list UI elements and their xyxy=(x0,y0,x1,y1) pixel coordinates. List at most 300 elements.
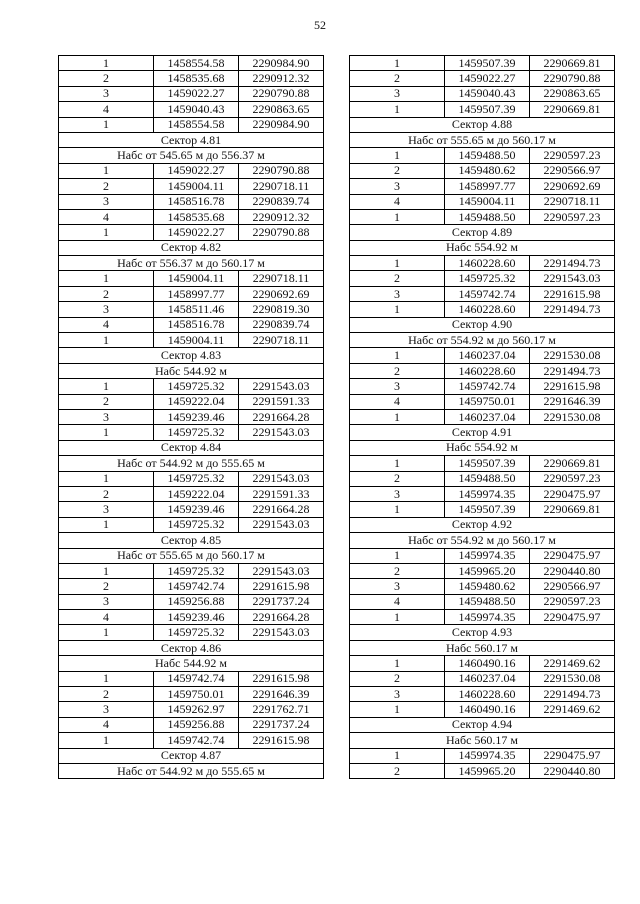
point-number-cell: 3 xyxy=(59,302,154,317)
x-coordinate-cell: 1459480.62 xyxy=(445,163,530,178)
x-coordinate-cell: 1459725.32 xyxy=(154,425,239,440)
sector-header-row xyxy=(59,548,324,563)
table-row xyxy=(59,579,324,594)
table-row xyxy=(59,425,324,440)
x-coordinate-cell: 1459239.46 xyxy=(154,502,239,517)
y-coordinate-cell: 2291615.98 xyxy=(239,733,324,748)
table-row xyxy=(350,194,615,209)
point-number-cell: 1 xyxy=(59,225,154,240)
sector-header-row xyxy=(59,348,324,363)
table-row xyxy=(350,563,615,578)
point-number-cell: 3 xyxy=(350,286,445,301)
y-coordinate-cell: 2291664.28 xyxy=(239,610,324,625)
point-number-cell: 2 xyxy=(59,687,154,702)
y-coordinate-cell: 2291615.98 xyxy=(239,671,324,686)
y-coordinate-cell: 2291646.39 xyxy=(530,394,615,409)
table-row xyxy=(350,379,615,394)
table-row xyxy=(59,56,324,71)
point-number-cell: 1 xyxy=(59,517,154,532)
y-coordinate-cell: 2290718.11 xyxy=(239,333,324,348)
table-row xyxy=(59,471,324,486)
point-number-cell: 4 xyxy=(350,194,445,209)
x-coordinate-cell: 1459725.32 xyxy=(154,517,239,532)
point-number-cell: 3 xyxy=(350,486,445,501)
x-coordinate-cell: 1458554.58 xyxy=(154,117,239,132)
x-coordinate-cell: 1459488.50 xyxy=(445,148,530,163)
table-row xyxy=(350,486,615,501)
point-number-cell: 2 xyxy=(59,486,154,501)
point-number-cell: 1 xyxy=(59,563,154,578)
sector-header-text: Сектор 4.83 xyxy=(59,348,324,363)
y-coordinate-cell: 2290475.97 xyxy=(530,748,615,763)
sector-header-row xyxy=(59,763,324,778)
table-row xyxy=(350,209,615,224)
table-row xyxy=(350,148,615,163)
y-coordinate-cell: 2291543.03 xyxy=(239,563,324,578)
point-number-cell: 3 xyxy=(59,702,154,717)
sector-header-text: Набс от 554.92 м до 560.17 м xyxy=(350,333,615,348)
table-row xyxy=(59,317,324,332)
sector-header-row xyxy=(59,148,324,163)
y-coordinate-cell: 2290718.11 xyxy=(239,271,324,286)
table-row xyxy=(59,209,324,224)
x-coordinate-cell: 1459022.27 xyxy=(154,163,239,178)
table-row xyxy=(350,702,615,717)
table-row xyxy=(350,86,615,101)
y-coordinate-cell: 2290475.97 xyxy=(530,610,615,625)
table-row xyxy=(59,502,324,517)
table-row xyxy=(59,102,324,117)
y-coordinate-cell: 2290692.69 xyxy=(530,179,615,194)
point-number-cell: 2 xyxy=(59,286,154,301)
sector-header-text: Сектор 4.81 xyxy=(59,132,324,147)
point-number-cell: 1 xyxy=(350,610,445,625)
sector-header-text: Набс от 554.92 м до 560.17 м xyxy=(350,533,615,548)
y-coordinate-cell: 2291615.98 xyxy=(530,286,615,301)
x-coordinate-cell: 1458535.68 xyxy=(154,209,239,224)
x-coordinate-cell: 1459750.01 xyxy=(154,687,239,702)
x-coordinate-cell: 1459488.50 xyxy=(445,209,530,224)
point-number-cell: 3 xyxy=(59,594,154,609)
y-coordinate-cell: 2290912.32 xyxy=(239,71,324,86)
x-coordinate-cell: 1459974.35 xyxy=(445,548,530,563)
x-coordinate-cell: 1458516.78 xyxy=(154,317,239,332)
x-coordinate-cell: 1460237.04 xyxy=(445,348,530,363)
sector-header-text: Сектор 4.89 xyxy=(350,225,615,240)
y-coordinate-cell: 2291543.03 xyxy=(530,271,615,286)
x-coordinate-cell: 1459262.97 xyxy=(154,702,239,717)
x-coordinate-cell: 1459040.43 xyxy=(445,86,530,101)
table-row xyxy=(350,579,615,594)
y-coordinate-cell: 2291530.08 xyxy=(530,409,615,424)
table-row xyxy=(59,302,324,317)
y-coordinate-cell: 2290984.90 xyxy=(239,117,324,132)
x-coordinate-cell: 1459256.88 xyxy=(154,717,239,732)
x-coordinate-cell: 1458997.77 xyxy=(154,286,239,301)
x-coordinate-cell: 1459507.39 xyxy=(445,56,530,71)
x-coordinate-cell: 1458511.46 xyxy=(154,302,239,317)
point-number-cell: 1 xyxy=(350,548,445,563)
table-row xyxy=(59,117,324,132)
point-number-cell: 1 xyxy=(350,102,445,117)
table-row xyxy=(59,225,324,240)
y-coordinate-cell: 2291530.08 xyxy=(530,671,615,686)
y-coordinate-cell: 2290669.81 xyxy=(530,56,615,71)
point-number-cell: 1 xyxy=(59,733,154,748)
x-coordinate-cell: 1459507.39 xyxy=(445,502,530,517)
table-row xyxy=(350,302,615,317)
y-coordinate-cell: 2290718.11 xyxy=(530,194,615,209)
x-coordinate-cell: 1460490.16 xyxy=(445,702,530,717)
sector-header-text: Сектор 4.84 xyxy=(59,440,324,455)
y-coordinate-cell: 2291494.73 xyxy=(530,363,615,378)
point-number-cell: 1 xyxy=(59,333,154,348)
table-row xyxy=(350,179,615,194)
point-number-cell: 4 xyxy=(59,717,154,732)
x-coordinate-cell: 1460228.60 xyxy=(445,256,530,271)
sector-header-text: Сектор 4.93 xyxy=(350,625,615,640)
y-coordinate-cell: 2290669.81 xyxy=(530,456,615,471)
y-coordinate-cell: 2290669.81 xyxy=(530,102,615,117)
y-coordinate-cell: 2291737.24 xyxy=(239,717,324,732)
y-coordinate-cell: 2290790.88 xyxy=(239,225,324,240)
y-coordinate-cell: 2291543.03 xyxy=(239,379,324,394)
x-coordinate-cell: 1459725.32 xyxy=(154,379,239,394)
x-coordinate-cell: 1459725.32 xyxy=(154,563,239,578)
sector-header-row xyxy=(59,240,324,255)
x-coordinate-cell: 1459022.27 xyxy=(154,225,239,240)
table-row xyxy=(59,563,324,578)
table-row xyxy=(59,194,324,209)
point-number-cell: 3 xyxy=(350,179,445,194)
table-row xyxy=(350,256,615,271)
table-row xyxy=(350,763,615,778)
table-row xyxy=(59,394,324,409)
y-coordinate-cell: 2290597.23 xyxy=(530,209,615,224)
y-coordinate-cell: 2290475.97 xyxy=(530,548,615,563)
sector-header-row xyxy=(350,517,615,532)
table-row xyxy=(350,71,615,86)
x-coordinate-cell: 1460228.60 xyxy=(445,687,530,702)
point-number-cell: 2 xyxy=(350,563,445,578)
sector-header-text: Набс 560.17 м xyxy=(350,733,615,748)
x-coordinate-cell: 1459004.11 xyxy=(154,179,239,194)
x-coordinate-cell: 1458535.68 xyxy=(154,71,239,86)
sector-header-text: Сектор 4.82 xyxy=(59,240,324,255)
y-coordinate-cell: 2290597.23 xyxy=(530,471,615,486)
y-coordinate-cell: 2291543.03 xyxy=(239,471,324,486)
table-row xyxy=(59,179,324,194)
point-number-cell: 1 xyxy=(350,209,445,224)
sector-header-text: Набс от 544.92 м до 555.65 м xyxy=(59,763,324,778)
y-coordinate-cell: 2290566.97 xyxy=(530,163,615,178)
point-number-cell: 1 xyxy=(59,117,154,132)
table-row xyxy=(59,625,324,640)
table-row xyxy=(59,409,324,424)
right-table-body xyxy=(350,56,615,779)
sector-header-row xyxy=(350,533,615,548)
point-number-cell: 1 xyxy=(59,271,154,286)
sector-header-text: Набс 554.92 м xyxy=(350,440,615,455)
table-row xyxy=(59,333,324,348)
point-number-cell: 1 xyxy=(350,702,445,717)
y-coordinate-cell: 2291530.08 xyxy=(530,348,615,363)
sector-header-row xyxy=(350,733,615,748)
point-number-cell: 1 xyxy=(350,302,445,317)
y-coordinate-cell: 2291591.33 xyxy=(239,486,324,501)
table-row xyxy=(59,610,324,625)
sector-header-row xyxy=(350,625,615,640)
x-coordinate-cell: 1458997.77 xyxy=(445,179,530,194)
sector-header-row xyxy=(59,132,324,147)
y-coordinate-cell: 2291591.33 xyxy=(239,394,324,409)
y-coordinate-cell: 2291646.39 xyxy=(239,687,324,702)
x-coordinate-cell: 1459750.01 xyxy=(445,394,530,409)
point-number-cell: 1 xyxy=(59,56,154,71)
sector-header-row xyxy=(59,456,324,471)
table-row xyxy=(350,102,615,117)
sector-header-text: Сектор 4.90 xyxy=(350,317,615,332)
table-row xyxy=(350,56,615,71)
table-row xyxy=(350,594,615,609)
sector-header-text: Набс 554.92 м xyxy=(350,240,615,255)
y-coordinate-cell: 2291615.98 xyxy=(239,579,324,594)
sector-header-text: Сектор 4.87 xyxy=(59,748,324,763)
point-number-cell: 1 xyxy=(59,625,154,640)
y-coordinate-cell: 2291543.03 xyxy=(239,517,324,532)
point-number-cell: 1 xyxy=(350,348,445,363)
x-coordinate-cell: 1459004.11 xyxy=(154,271,239,286)
table-row xyxy=(59,379,324,394)
y-coordinate-cell: 2291494.73 xyxy=(530,302,615,317)
table-row xyxy=(350,456,615,471)
point-number-cell: 3 xyxy=(59,409,154,424)
y-coordinate-cell: 2291469.62 xyxy=(530,656,615,671)
y-coordinate-cell: 2290819.30 xyxy=(239,302,324,317)
sector-header-text: Сектор 4.86 xyxy=(59,640,324,655)
x-coordinate-cell: 1459974.35 xyxy=(445,486,530,501)
y-coordinate-cell: 2290839.74 xyxy=(239,194,324,209)
y-coordinate-cell: 2291664.28 xyxy=(239,502,324,517)
point-number-cell: 2 xyxy=(350,271,445,286)
point-number-cell: 1 xyxy=(59,471,154,486)
x-coordinate-cell: 1459725.32 xyxy=(154,625,239,640)
x-coordinate-cell: 1459965.20 xyxy=(445,763,530,778)
point-number-cell: 1 xyxy=(59,671,154,686)
sector-header-row xyxy=(350,440,615,455)
table-row xyxy=(59,671,324,686)
table-row xyxy=(350,471,615,486)
sector-header-row xyxy=(350,225,615,240)
y-coordinate-cell: 2290440.80 xyxy=(530,763,615,778)
sector-header-row xyxy=(350,717,615,732)
y-coordinate-cell: 2291664.28 xyxy=(239,409,324,424)
sector-header-text: Набс от 555.65 м до 560.17 м xyxy=(59,548,324,563)
point-number-cell: 4 xyxy=(59,610,154,625)
point-number-cell: 2 xyxy=(350,471,445,486)
sector-header-text: Набс от 545.65 м до 556.37 м xyxy=(59,148,324,163)
point-number-cell: 3 xyxy=(350,579,445,594)
y-coordinate-cell: 2290984.90 xyxy=(239,56,324,71)
sector-header-text: Набс 544.92 м xyxy=(59,363,324,378)
table-row xyxy=(350,748,615,763)
table-row xyxy=(350,348,615,363)
point-number-cell: 2 xyxy=(59,394,154,409)
y-coordinate-cell: 2291615.98 xyxy=(530,379,615,394)
y-coordinate-cell: 2291469.62 xyxy=(530,702,615,717)
y-coordinate-cell: 2290839.74 xyxy=(239,317,324,332)
x-coordinate-cell: 1459256.88 xyxy=(154,594,239,609)
table-row xyxy=(350,610,615,625)
y-coordinate-cell: 2290566.97 xyxy=(530,579,615,594)
table-row xyxy=(350,548,615,563)
point-number-cell: 2 xyxy=(59,71,154,86)
sector-header-row xyxy=(59,256,324,271)
y-coordinate-cell: 2290440.80 xyxy=(530,563,615,578)
y-coordinate-cell: 2290863.65 xyxy=(530,86,615,101)
y-coordinate-cell: 2290718.11 xyxy=(239,179,324,194)
y-coordinate-cell: 2291494.73 xyxy=(530,687,615,702)
sector-header-row xyxy=(350,117,615,132)
table-row xyxy=(350,671,615,686)
point-number-cell: 3 xyxy=(59,86,154,101)
table-row xyxy=(350,271,615,286)
point-number-cell: 4 xyxy=(59,102,154,117)
sector-header-row xyxy=(350,240,615,255)
sector-header-row xyxy=(59,748,324,763)
y-coordinate-cell: 2290790.88 xyxy=(239,86,324,101)
sector-header-text: Набс от 556.37 м до 560.17 м xyxy=(59,256,324,271)
x-coordinate-cell: 1459239.46 xyxy=(154,409,239,424)
x-coordinate-cell: 1459974.35 xyxy=(445,748,530,763)
point-number-cell: 1 xyxy=(59,163,154,178)
y-coordinate-cell: 2290863.65 xyxy=(239,102,324,117)
sector-header-row xyxy=(59,440,324,455)
point-number-cell: 2 xyxy=(350,71,445,86)
table-row xyxy=(59,717,324,732)
point-number-cell: 1 xyxy=(350,748,445,763)
point-number-cell: 3 xyxy=(59,194,154,209)
sector-header-row xyxy=(350,640,615,655)
sector-header-text: Набс 560.17 м xyxy=(350,640,615,655)
x-coordinate-cell: 1459488.50 xyxy=(445,471,530,486)
table-row xyxy=(350,409,615,424)
left-coordinates-table xyxy=(58,55,324,779)
table-row xyxy=(59,271,324,286)
left-table-body xyxy=(59,56,324,779)
point-number-cell: 2 xyxy=(350,763,445,778)
point-number-cell: 4 xyxy=(350,394,445,409)
y-coordinate-cell: 2291762.71 xyxy=(239,702,324,717)
x-coordinate-cell: 1459742.74 xyxy=(154,671,239,686)
sector-header-text: Набс от 544.92 м до 555.65 м xyxy=(59,456,324,471)
table-row xyxy=(59,486,324,501)
point-number-cell: 2 xyxy=(59,579,154,594)
table-row xyxy=(59,517,324,532)
x-coordinate-cell: 1459004.11 xyxy=(445,194,530,209)
x-coordinate-cell: 1459725.32 xyxy=(445,271,530,286)
table-row xyxy=(59,687,324,702)
table-row xyxy=(59,702,324,717)
x-coordinate-cell: 1459488.50 xyxy=(445,594,530,609)
point-number-cell: 1 xyxy=(350,256,445,271)
y-coordinate-cell: 2290597.23 xyxy=(530,148,615,163)
table-row xyxy=(350,656,615,671)
y-coordinate-cell: 2291494.73 xyxy=(530,256,615,271)
point-number-cell: 1 xyxy=(350,502,445,517)
x-coordinate-cell: 1459725.32 xyxy=(154,471,239,486)
x-coordinate-cell: 1459742.74 xyxy=(154,579,239,594)
y-coordinate-cell: 2290912.32 xyxy=(239,209,324,224)
table-row xyxy=(350,286,615,301)
point-number-cell: 1 xyxy=(350,56,445,71)
x-coordinate-cell: 1460237.04 xyxy=(445,409,530,424)
x-coordinate-cell: 1459022.27 xyxy=(445,71,530,86)
x-coordinate-cell: 1459222.04 xyxy=(154,394,239,409)
point-number-cell: 2 xyxy=(350,671,445,686)
y-coordinate-cell: 2290790.88 xyxy=(530,71,615,86)
y-coordinate-cell: 2290669.81 xyxy=(530,502,615,517)
sector-header-text: Набс 544.92 м xyxy=(59,656,324,671)
sector-header-text: Сектор 4.88 xyxy=(350,117,615,132)
sector-header-row xyxy=(350,132,615,147)
table-row xyxy=(59,86,324,101)
sector-header-row xyxy=(59,533,324,548)
point-number-cell: 1 xyxy=(59,425,154,440)
right-coordinates-table xyxy=(349,55,615,779)
table-row xyxy=(350,363,615,378)
x-coordinate-cell: 1460237.04 xyxy=(445,671,530,686)
x-coordinate-cell: 1459965.20 xyxy=(445,563,530,578)
x-coordinate-cell: 1459239.46 xyxy=(154,610,239,625)
sector-header-text: Сектор 4.91 xyxy=(350,425,615,440)
point-number-cell: 1 xyxy=(350,656,445,671)
x-coordinate-cell: 1459974.35 xyxy=(445,610,530,625)
point-number-cell: 2 xyxy=(350,363,445,378)
page-number: 52 xyxy=(314,18,326,32)
x-coordinate-cell: 1458554.58 xyxy=(154,56,239,71)
y-coordinate-cell: 2290790.88 xyxy=(239,163,324,178)
table-row xyxy=(350,163,615,178)
sector-header-text: Набс от 555.65 м до 560.17 м xyxy=(350,132,615,147)
y-coordinate-cell: 2290692.69 xyxy=(239,286,324,301)
point-number-cell: 1 xyxy=(350,456,445,471)
x-coordinate-cell: 1459742.74 xyxy=(445,286,530,301)
point-number-cell: 4 xyxy=(59,209,154,224)
x-coordinate-cell: 1459742.74 xyxy=(154,733,239,748)
point-number-cell: 2 xyxy=(59,179,154,194)
point-number-cell: 4 xyxy=(350,594,445,609)
x-coordinate-cell: 1459507.39 xyxy=(445,456,530,471)
y-coordinate-cell: 2291543.03 xyxy=(239,625,324,640)
point-number-cell: 2 xyxy=(350,163,445,178)
sector-header-text: Сектор 4.92 xyxy=(350,517,615,532)
table-row xyxy=(59,594,324,609)
sector-header-row xyxy=(350,333,615,348)
table-row xyxy=(59,163,324,178)
point-number-cell: 3 xyxy=(350,86,445,101)
y-coordinate-cell: 2290597.23 xyxy=(530,594,615,609)
y-coordinate-cell: 2290475.97 xyxy=(530,486,615,501)
table-row xyxy=(350,502,615,517)
sector-header-row xyxy=(59,640,324,655)
x-coordinate-cell: 1458516.78 xyxy=(154,194,239,209)
x-coordinate-cell: 1459004.11 xyxy=(154,333,239,348)
x-coordinate-cell: 1459507.39 xyxy=(445,102,530,117)
table-row xyxy=(59,71,324,86)
y-coordinate-cell: 2291737.24 xyxy=(239,594,324,609)
sector-header-row xyxy=(350,317,615,332)
